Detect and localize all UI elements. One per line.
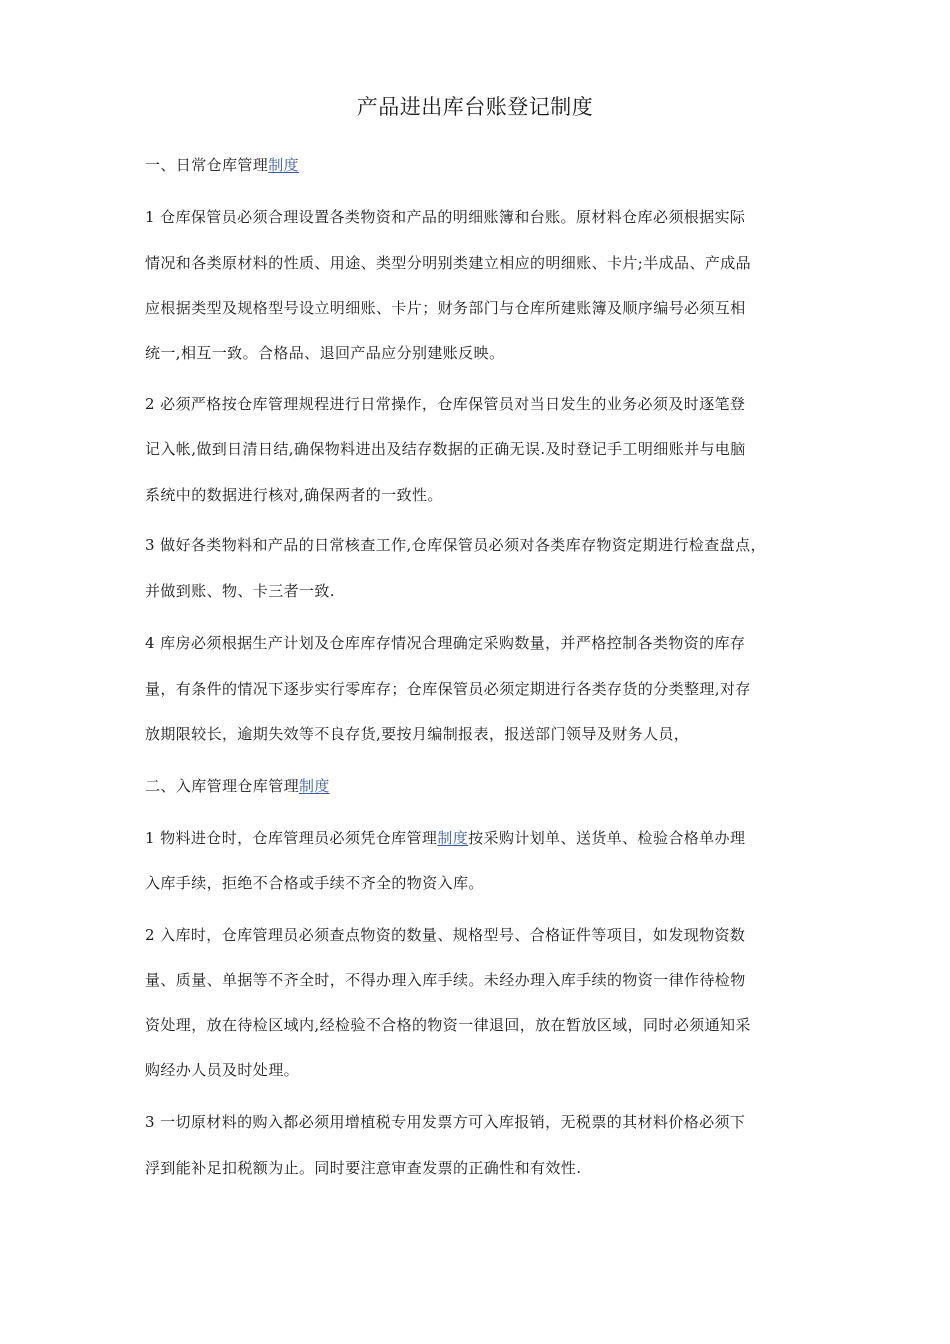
paragraph-2-line-2: 记入帐,做到日清日结,确保物料进出及结存数据的正确无误.及时登记手工明细账并与电脑: [145, 440, 746, 458]
document-title: 产品进出库台账登记制度: [356, 95, 594, 119]
section-2-heading-link[interactable]: 制度: [299, 777, 330, 795]
paragraph-5-line-1-prefix: 1 物料进仓时，仓库管理员必须凭仓库管理: [145, 829, 438, 847]
paragraph-4-line-3: 放期限较长，逾期失效等不良存货,要按月编制报表，报送部门领导及财务人员，: [145, 725, 690, 743]
paragraph-7-line-1: 3 一切原材料的购入都必须用增植税专用发票方可入库报销，无税票的其材料价格必须下: [145, 1113, 746, 1131]
paragraph-6-line-3: 资处理，放在待检区域内,经检验不合格的物资一律退回，放在暂放区域，同时必须通知采: [145, 1016, 751, 1034]
section-2-heading: [145, 775, 825, 797]
paragraph-2-line-3: 系统中的数据进行核对,确保两者的一致性。: [145, 486, 443, 504]
paragraph-3-line-1: 3 做好各类物料和产品的日常核查工作,仓库保管员必须对各类库存物资定期进行检查盘点，: [145, 536, 766, 554]
paragraph-1-line-3: 应根据类型及规格型号设立明细账、卡片；财务部门与仓库所建账簿及顺序编号必须互相: [145, 299, 746, 317]
paragraph-1-line-1: 1 仓库保管员必须合理设置各类物资和产品的明细账簿和台账。原材料仓库必须根据实际: [145, 208, 746, 226]
paragraph-5-line-1: [145, 827, 825, 849]
section-1-heading-link[interactable]: 制度: [268, 156, 300, 174]
section-2-heading-text: 二、入库管理仓库管理: [145, 777, 300, 795]
paragraph-6-line-2: 量、质量、单据等不齐全时，不得办理入库手续。未经办理入库手续的物资一律作待检物: [145, 971, 746, 989]
paragraph-4-line-1: 4 库房必须根据生产计划及仓库库存情况合理确定采购数量，并严格控制各类物资的库存: [145, 634, 746, 652]
paragraph-5-line-1-suffix: 按采购计划单、送货单、检验合格单办理: [468, 829, 746, 847]
section-1-heading: [145, 154, 825, 176]
paragraph-6-line-4: 购经办人员及时处理。: [145, 1061, 300, 1079]
section-1-heading-text: 一、日常仓库管理: [145, 156, 269, 174]
paragraph-7-line-2: 浮到能补足扣税额为止。同时要注意审查发票的正确性和有效性.: [145, 1159, 582, 1177]
paragraph-6-line-1: 2 入库时，仓库管理员必须查点物资的数量、规格型号、合格证件等项目，如发现物资数: [145, 926, 746, 944]
paragraph-5-inline-link[interactable]: 制度: [437, 829, 469, 847]
paragraph-1-line-4: 统一,相互一致。合格品、退回产品应分别建账反映。: [145, 344, 505, 362]
paragraph-4-line-2: 量，有条件的情况下逐步实行零库存；仓库保管员必须定期进行各类存货的分类整理,对存: [145, 680, 751, 698]
paragraph-1-line-2: 情况和各类原材料的性质、用途、类型分明别类建立相应的明细账、卡片;半成品、产成品: [145, 254, 752, 272]
paragraph-5-line-2: 入库手续，拒绝不合格或手续不齐全的物资入库。: [145, 874, 484, 892]
paragraph-3-line-2: 并做到账、物、卡三者一致.: [145, 582, 335, 600]
paragraph-2-line-1: 2 必须严格按仓库管理规程进行日常操作，仓库保管员对当日发生的业务必须及时逐笔登: [145, 395, 746, 413]
